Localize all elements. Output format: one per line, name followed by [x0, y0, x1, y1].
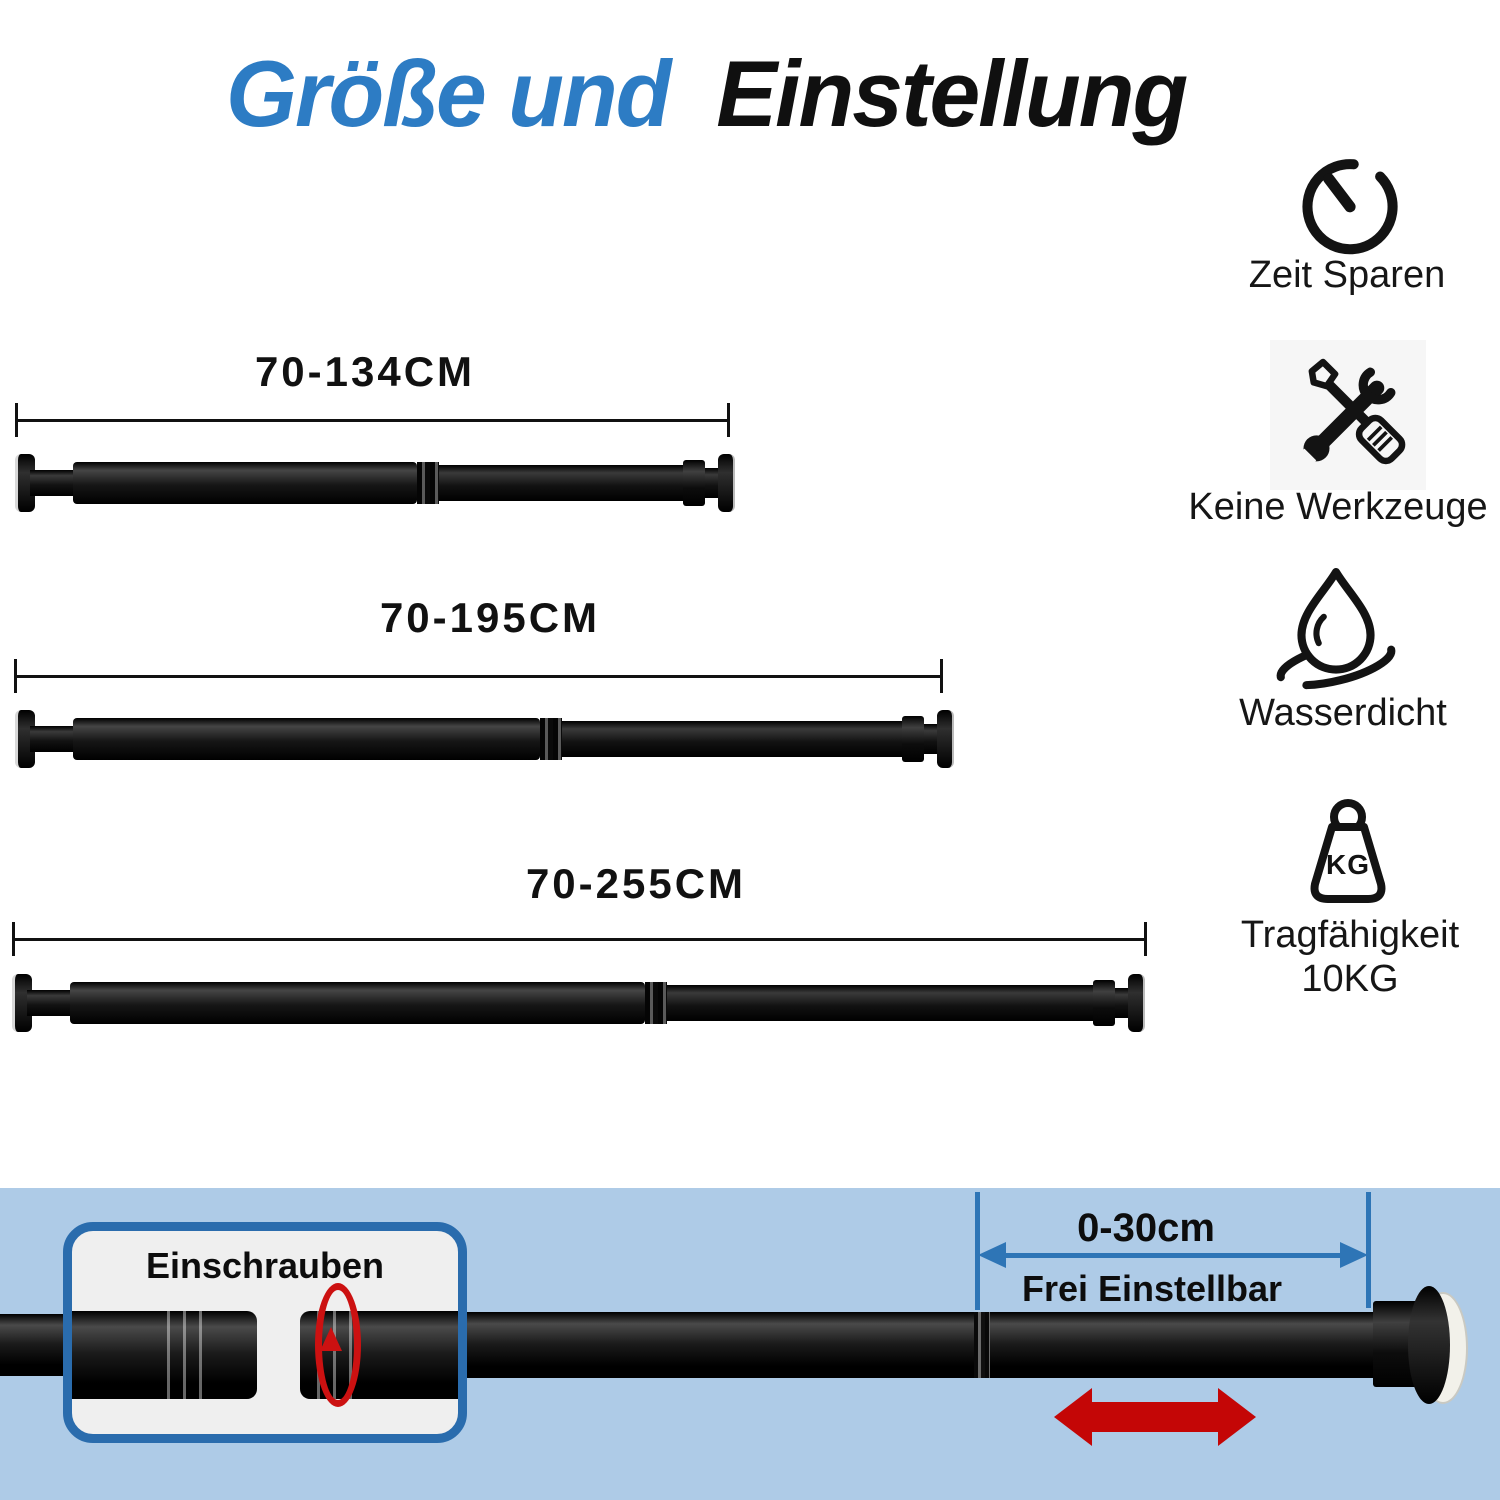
bottom-rod-left-segment — [0, 1314, 70, 1376]
range-arrowhead-left — [978, 1242, 1006, 1268]
waterproof-icon — [1266, 566, 1406, 698]
range-arrow-line — [1000, 1253, 1346, 1258]
range-arrowhead-right — [1340, 1242, 1368, 1268]
rod1-size-label: 70-134CM — [254, 348, 476, 395]
rod-neck — [1115, 988, 1128, 1018]
callout-threads-left — [160, 1311, 212, 1399]
rod-neck — [705, 468, 718, 498]
weight-kg-badge: KG — [1326, 849, 1370, 880]
dimension-line — [12, 938, 1147, 941]
feature-label-time: Zeit Sparen — [1248, 254, 1446, 296]
rod-end-flange — [1408, 1286, 1450, 1404]
feature-label-no-tools: Keine Werkzeuge — [1188, 486, 1488, 528]
callout-label: Einschrauben — [145, 1245, 385, 1286]
bottom-rod-joint-collar — [974, 1312, 990, 1378]
rod-end-collar — [1093, 980, 1115, 1026]
rod-inner-tube — [439, 465, 683, 501]
rod-coupling — [645, 982, 667, 1024]
rod-coupling — [417, 462, 439, 504]
rod-neck — [924, 724, 937, 754]
page-title-accent: Größe und — [226, 41, 670, 146]
dimension-tick — [1144, 922, 1147, 956]
rod-end-flange — [718, 454, 735, 512]
page-title — [226, 40, 1186, 148]
timer-icon — [1294, 144, 1406, 256]
rod2-size-label: 70-195CM — [379, 594, 601, 641]
tools-icon — [1284, 348, 1414, 480]
rod-outer-tube — [70, 982, 645, 1024]
rod-inner-tube — [667, 985, 1093, 1021]
slide-arrowhead-right — [1218, 1388, 1256, 1446]
rod-outer-tube — [73, 462, 417, 504]
range-label: 0-30cm — [1077, 1206, 1215, 1250]
weight-icon — [1292, 796, 1404, 912]
dimension-tick — [940, 659, 943, 693]
rod-neck — [27, 990, 72, 1016]
rod-coupling — [540, 718, 562, 760]
rod-neck — [30, 726, 75, 752]
rod-inner-tube — [562, 721, 902, 757]
rod3-size-label: 70-255CM — [525, 860, 747, 907]
feature-label-capacity-line1: Tragfähigkeit — [1240, 914, 1460, 956]
dimension-line — [15, 419, 730, 422]
slide-arrowhead-left — [1054, 1388, 1092, 1446]
feature-label-capacity-line2: 10KG — [1301, 958, 1399, 1000]
rod-neck — [30, 470, 75, 496]
rod-end-collar — [683, 460, 705, 506]
adjust-label: Frei Einstellbar — [1021, 1268, 1283, 1309]
feature-label-waterproof: Wasserdicht — [1239, 692, 1447, 734]
rotation-arrowhead — [320, 1327, 342, 1351]
bottom-rod-right-segment — [455, 1312, 1377, 1378]
dimension-tick — [727, 403, 730, 437]
screw-in-callout — [63, 1222, 467, 1443]
page-title-rest: Einstellung — [716, 41, 1187, 146]
dimension-line — [14, 675, 943, 678]
rod-end-flange — [1128, 974, 1145, 1032]
slide-arrow-body — [1090, 1402, 1220, 1432]
rod-outer-tube — [73, 718, 540, 760]
rod-end-flange — [937, 710, 954, 768]
rod-end-collar — [902, 716, 924, 762]
